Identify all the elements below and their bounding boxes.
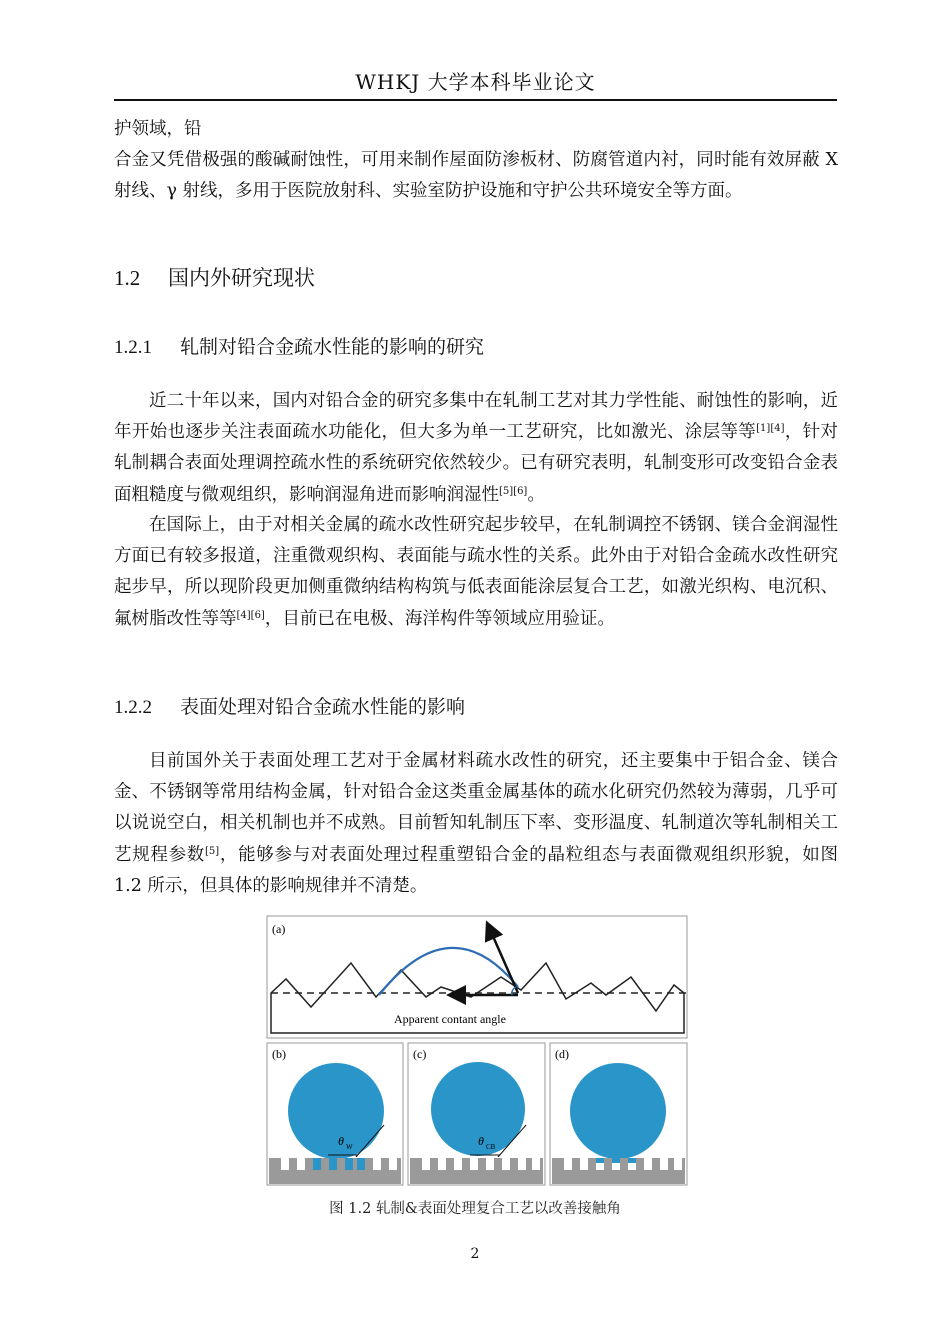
droplet-b — [288, 1063, 384, 1159]
paragraph-1-2-1-b — [114, 510, 838, 635]
intro-paragraph — [114, 114, 838, 208]
panel-b-label: (b) — [272, 1047, 286, 1061]
section-number: 1.2 — [114, 266, 141, 290]
header-rule — [114, 99, 837, 101]
subsection-title: 轧制对铅合金疏水性能的影响的研究 — [180, 336, 485, 358]
running-header — [114, 66, 837, 100]
paragraph-text: 目前国外关于表面处理工艺对于金属材料疏水改性的研究，还主要集中于铝合金、镁合金、不锈钢等常用结构金属，针对铅合金这类重金属基体的疏水化研究仍然较为薄弱，几乎可以说说空白，相关机制也并不成熟。目前暂知轧制压下率、变形温度、轧制道次等轧制相关工艺规程参数 — [114, 751, 838, 865]
theta-cb: θ — [478, 1134, 484, 1148]
paragraph-text: ，针对轧制耦合表面处理调控疏水性的系统研究依然较少。已有研究表明，轧制变形可改变铅合金表面粗糙度与微观组织，影响润湿角进而影响润湿性 — [114, 422, 839, 505]
section-title: 国内外研究现状 — [168, 266, 315, 290]
droplet-d — [570, 1063, 666, 1159]
paragraph-text: 在国际上，由于对相关金属的疏水改性研究起步较早，在轧制调控不锈钢、镁合金润湿性方面已有较多报道，注重微观织构、表面能与疏水性的关系。此外由于对铅合金疏水改性研究起步早，所以现阶段更加侧重微纳结构构筑与低表面能涂层复合工艺，如激光织构、电沉积、氟树脂改性等等 — [114, 515, 838, 629]
section-heading-1-2 — [114, 262, 315, 292]
paragraph-text: ，目前已在电极、海洋构件等领域应用验证。 — [264, 608, 615, 629]
citation: [4][6] — [236, 609, 265, 621]
substrate-b-base — [269, 1170, 401, 1184]
panel-a-caption: Apparent contant angle — [394, 1012, 506, 1026]
subsection-number: 1.2.1 — [114, 337, 152, 358]
substrate-c-base — [410, 1170, 543, 1184]
paragraph-text: ，能够参与对表面处理过程重塑铅合金的晶粒组态与表面微观组织形貌，如图 1.2 所示，但具体的影响规律并不清楚。 — [114, 844, 839, 896]
panel-d-label: (d) — [555, 1047, 569, 1061]
substrate-d-partial-fill — [596, 1158, 636, 1163]
page-number: 2 — [470, 1246, 480, 1262]
citation: [5] — [205, 845, 220, 857]
theta-w: θ — [338, 1134, 344, 1148]
substrate-d-base — [552, 1170, 685, 1184]
intro-text: 合金又凭借极强的酸碱耐蚀性，可用来制作屋面防渗板材、防腐管道内衬，同时能有效屏蔽 X 射线、γ 射线，多用于医院放射科、实验室防护设施和守护公共环境安全等方面。 — [114, 150, 838, 202]
panel-c-label: (c) — [413, 1047, 427, 1061]
paragraph-text: 。 — [527, 484, 545, 505]
paragraph-1-2-1-a — [114, 386, 838, 511]
figure-caption: 图 1.2 轧制&表面处理复合工艺以改善接触角 — [329, 1201, 621, 1217]
header-title: WHKJ 大学本科毕业论文 — [355, 70, 596, 94]
paragraph-1-2-2 — [114, 746, 838, 902]
panel-a-label: (a) — [272, 922, 286, 936]
intro-line-1: 护领域，铅 — [114, 119, 202, 139]
subsection-number: 1.2.2 — [114, 697, 152, 718]
citation: [5][6] — [499, 485, 528, 497]
section-heading-1-2-2 — [114, 692, 465, 719]
citation: [1][4] — [756, 423, 785, 435]
figure-1-2 — [266, 915, 688, 1187]
section-heading-1-2-1 — [114, 332, 484, 359]
paragraph-text: 近二十年以来，国内对铅合金的研究多集中在轧制工艺对其力学性能、耐蚀性的影响，近年开始也逐步关注表面疏水功能化，但大多为单一工艺研究，比如激光、涂层等等 — [114, 391, 838, 443]
subsection-title: 表面处理对铅合金疏水性能的影响 — [180, 696, 466, 718]
theta-cb-subscript: CB — [486, 1143, 496, 1151]
theta-w-subscript: W — [346, 1143, 353, 1151]
